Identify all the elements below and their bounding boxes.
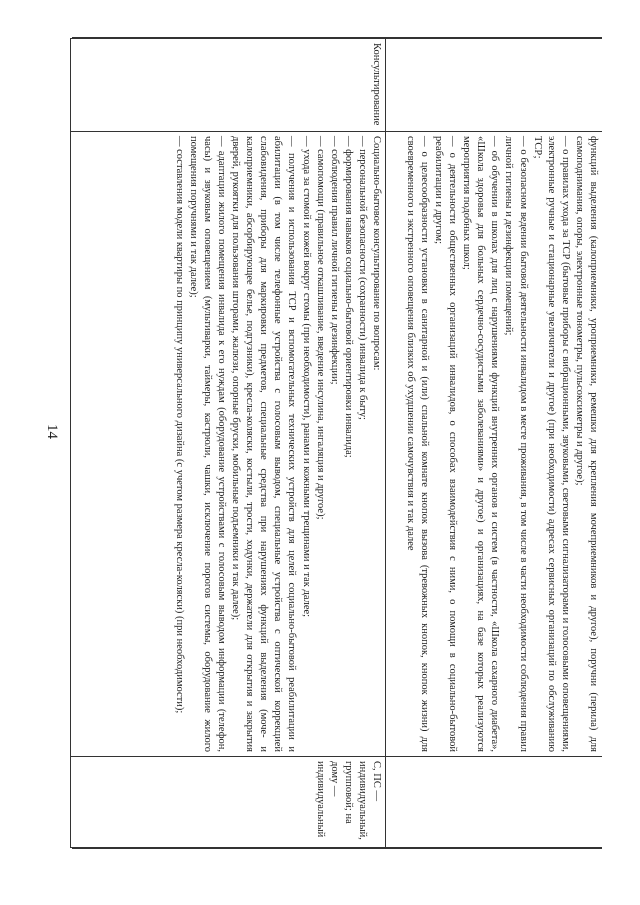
paragraph: — самопомощи (правильное откашливание, введение инсулина, ингаляция и другое); bbox=[314, 136, 326, 520]
page-number: 14 bbox=[44, 424, 60, 439]
paragraph: — составления модели квартиры по принципу универсального дизайна (с учетом размера кресла-коляски) (при необходимости); bbox=[173, 136, 185, 714]
paragraph: функций выделения (калоприемники, уроприемники, ремешки для крепления мочеприемников и другое), поручни (перила) для самоподнимания, опоры, электронные тонометры, пульсоксиметры и другое); bbox=[573, 136, 599, 752]
paragraph: — формирования навыков социально-бытовой ориентировки инвалида; bbox=[342, 136, 354, 458]
form-cell bbox=[386, 757, 603, 848]
paragraph: — о безопасном ведении бытовой деятельности инвалидом в месте проживания, в том числе в части необходимости соблюдения правил личной гигиены и дезинфекции помещений; bbox=[503, 136, 529, 752]
paragraph: — об обучении в школах для лиц с нарушениями функций внутренних органов и систем (в частности, «Школа сахарного диабета», «Школа здоровья для больных сердечно-сосудистыми заболеваниями» и другое) и организациях, на базе которых реализуются мероприятия подобных школ; bbox=[461, 136, 501, 752]
table-row bbox=[386, 39, 603, 848]
paragraph: — о правилах ухода за ТСР (бытовые приборы с вибрационными, звуковыми, световыми сигнализаторами и голосовыми оповещениями, электронные ручные и стационарные увеличители и другое) (при необходимости) адресах сервисных организаций по обслуживанию ТСР; bbox=[531, 136, 571, 752]
paragraph: — о деятельности общественных организаций инвалидов, о способах взаимодействия с ними, о помощи в социально-бытовой реабилитации и другом; bbox=[432, 136, 459, 752]
section-cell bbox=[386, 39, 603, 132]
paragraph: — ухода за стомой и кожей вокруг стомы (при необходимости), ранами и кожными трещинами и так далее; bbox=[300, 136, 312, 618]
paragraph: — адаптации жилого помещения инвалида к его нуждам (оборудование устройствами с голосовым выводом информации (телефон, часы) и звуковым оповещением (мультиварки, таймеры, кастрюли, чашки, исключение порогов системы, оборудование жилого помещения поручнями и так далее); bbox=[187, 136, 227, 752]
section-cell: Консультирование bbox=[71, 39, 386, 132]
table-row bbox=[71, 39, 386, 848]
content-cell bbox=[386, 132, 603, 757]
paragraph: — о целесообразности установки в санитарной и (или) спальной комнате кнопок вызова (тревожных кнопок, кнопок жизни) для своевременного и экстренного оповещения близких об ухудшении самочувствия и так далее bbox=[404, 136, 430, 752]
paragraph: Социально-бытовое консультирование по вопросам: bbox=[371, 136, 382, 371]
paragraph: — персональной безопасности (сохранности) инвалида к быту; bbox=[356, 136, 368, 420]
paragraph: — получения и использования ТСР и вспомогательных технических устройств для целей социально-бытовой реабилитации и абилитации (в том числе телефонные устройства с голосовым выводом, специальные устройства с оптической коррекцией слабовидения, приборы для маркировки предметов, специальные средства при нарушениях функций выделения (моче- и калоприемники, абсорбирующее белье, подгузники), кресла-коляски, костыли, трости, ходунки, держатели для открытия и закрытия дверей, рукоятки для пользования шторами, жалюзи, опорные бруски, мобильные подъемники и так далее); bbox=[230, 136, 298, 752]
form-cell: С, ПС — индивидуальный, групповой; на дому — индивидуальный bbox=[71, 757, 386, 848]
services-table bbox=[70, 38, 602, 848]
content-cell bbox=[71, 132, 386, 757]
paragraph: — соблюдения правил личной гигиены и дезинфекции; bbox=[328, 136, 340, 385]
document-sheet bbox=[72, 37, 602, 849]
